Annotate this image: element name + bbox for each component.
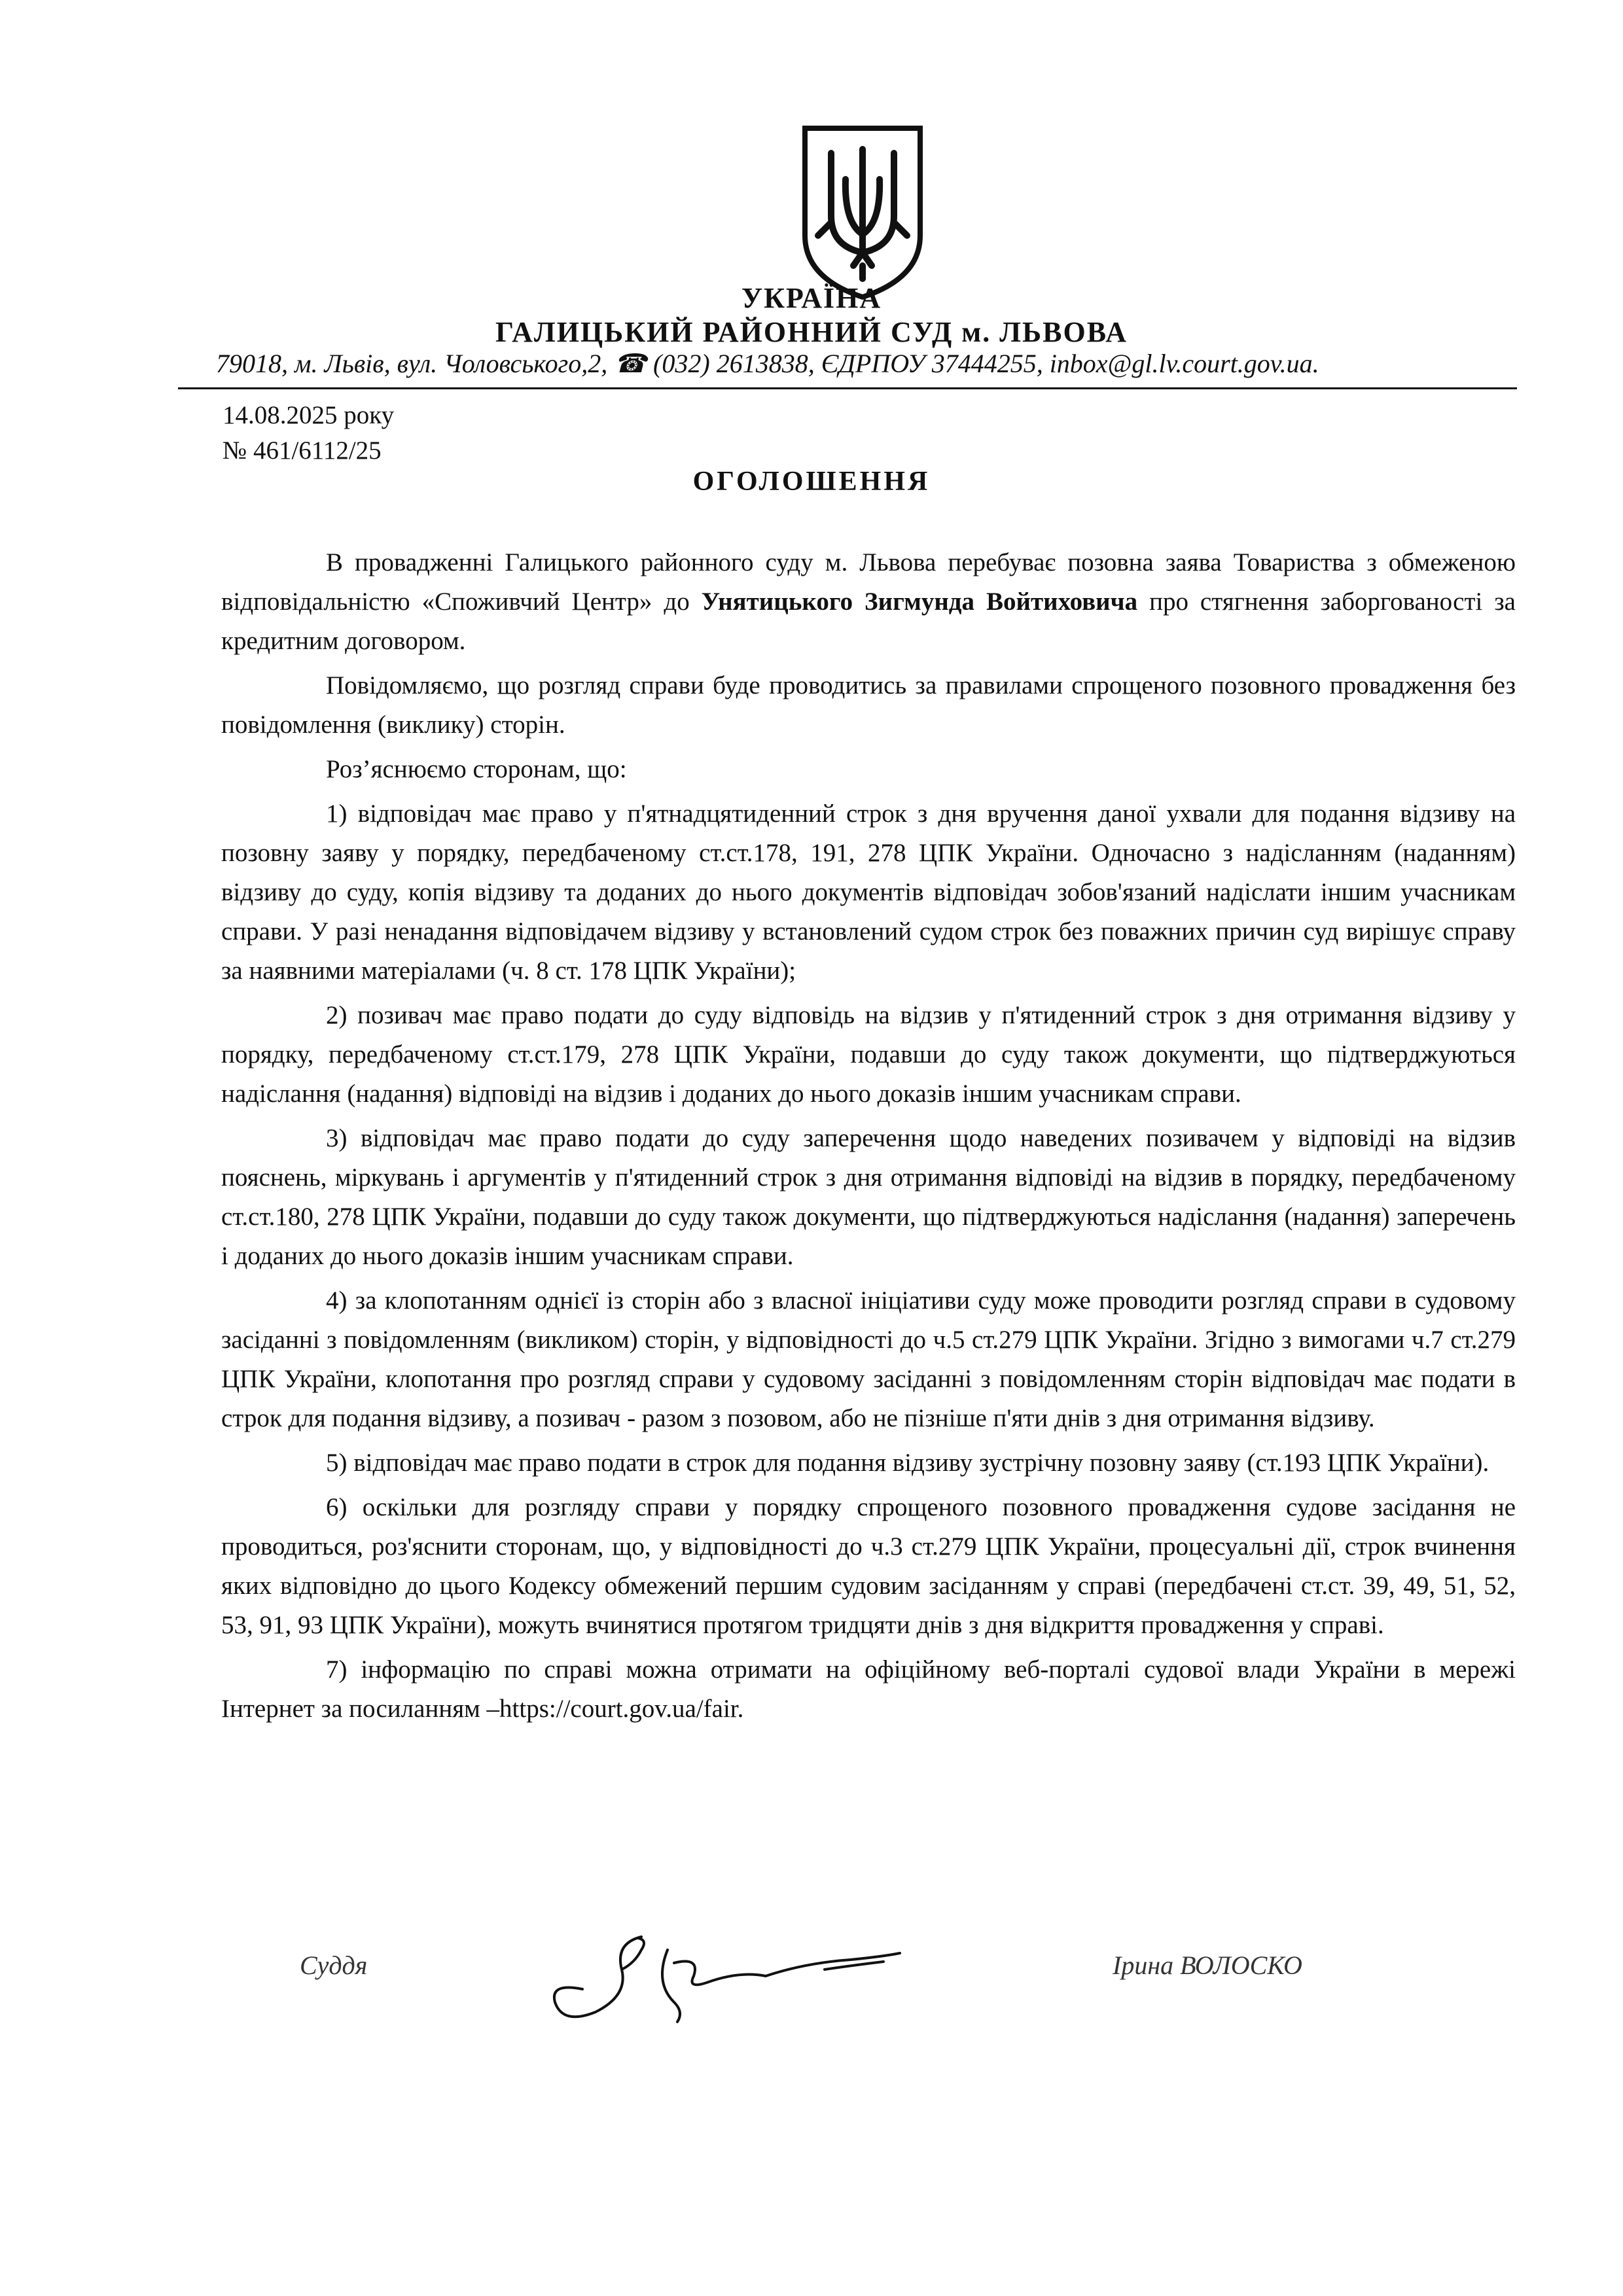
court-address-line: 79018, м. Львів, вул. Чоловського,2, ☎ (032) 2613838, ЄДРПОУ 37444255, inbox@gl.lv.court.gov.ua. <box>216 349 1319 378</box>
judge-name: Ірина ВОЛОСКО <box>1113 1951 1302 1980</box>
court-name-heading: ГАЛИЦЬКИЙ РАЙОННИЙ СУД м. ЛЬВОВА <box>495 316 1128 348</box>
paragraph-clarification-lead: Роз’яснюємо сторонам, що: <box>326 755 627 783</box>
paragraph-item-1: 1) відповідач має право у п'ятнадцятиденний строк з дня вручення даної ухвали для подання відзиву на позовну заяву у порядку, передбаченому ст.ст.178, 191, 278 ЦПК України. Одночасно з надісланням (наданням) відзиву до суду, копія відзиву та доданих до нього документів відповідач зобов'язаний надіслати іншим учасникам справи. У разі ненадання відповідачем відзиву у встановлений судом строк без поважних причин суд вирішує справу за наявними матеріалами (ч. 8 ст. 178 ЦПК України); <box>221 800 1516 985</box>
signature-label: Суддя <box>300 1951 368 1980</box>
document-date: 14.08.2025 року <box>223 401 395 429</box>
paragraph-item-5: 5) відповідач має право подати в строк для подання відзиву зустрічну позовну заяву (ст.193 ЦПК України). <box>326 1449 1489 1477</box>
paragraph-item-7: 7) інформацію по справі можна отримати на офіційному веб-порталі судової влади України в мережі Інтернет за посиланням –https://court.gov.ua/fair. <box>221 1655 1516 1723</box>
paragraph-item-4: 4) за клопотанням однієї із сторін або з власної ініціативи суду може проводити розгляд справи в судовому засіданні з повідомленням (викликом) сторін, у відповідності до ч.5 ст.279 ЦПК України. Згідно з вимогами ч.7 ст.279 ЦПК України, клопотання про розгляд справи у судовому засіданні з повідомленням сторін відповідач має подати в строк для подання відзиву, а позивач - разом з позовом, або не пізніше п'яти днів з дня отримання відзиву. <box>221 1286 1516 1432</box>
header-divider <box>178 387 1517 389</box>
paragraph-intro: В провадженні Галицького районного суду м. Львова перебуває позовна заява Товариства з обмеженою відповідальністю «Споживчий Центр» до Унятицького Зигмунда Войтиховича про стягнення заборгованості за кредитним договором. <box>221 548 1516 655</box>
document-title: ОГОЛОШЕННЯ <box>692 467 931 497</box>
handwritten-signature <box>543 1924 910 2028</box>
paragraph-item-6: 6) оскільки для розгляду справи у порядку спрощеного позовного провадження судове засідання не проводиться, роз'яснити сторонам, що, у відповідності до ч.3 ст.279 ЦПК України, процесуальні дії, строк вчинення яких відповідно до цього Кодексу обмежений першим судовим засіданням у справі (передбачені ст.ст. 39, 49, 51, 52, 53, 91, 93 ЦПК України), можуть вчинятися протягом тридцяти днів з дня відкриття провадження у справі. <box>221 1493 1516 1639</box>
announcement-body <box>221 543 1516 1729</box>
country-heading: УКРАЇНА <box>741 282 882 314</box>
signature-block <box>0 1924 1623 2028</box>
paragraph-procedure: Повідомляємо, що розгляд справи буде проводитись за правилами спрощеного позовного провадження без повідомлення (виклику) сторін. <box>221 671 1516 739</box>
case-number: № 461/6112/25 <box>223 436 382 465</box>
defendant-name: Унятицького Зигмунда Войтиховича <box>701 588 1138 616</box>
paragraph-item-3: 3) відповідач має право подати до суду заперечення щодо наведених позивачем у відповіді на відзив пояснень, міркувань і аргументів у п'ятиденний строк з дня отримання відповіді на відзив в порядку, передбаченому ст.ст.180, 278 ЦПК України, подавши до суду також документи, що підтверджуються надіслання (надання) заперечень і доданих до нього доказів іншим учасникам справи. <box>221 1124 1516 1270</box>
paragraph-item-2: 2) позивач має право подати до суду відповідь на відзив у п'ятиденний строк з дня отримання відзиву у порядку, передбаченому ст.ст.179, 278 ЦПК України, подавши до суду також документи, що підтверджуються надіслання (надання) відповіді на відзив і доданих до нього доказів іншим учасникам справи. <box>221 1001 1516 1108</box>
coat-of-arms-emblem <box>797 124 928 301</box>
